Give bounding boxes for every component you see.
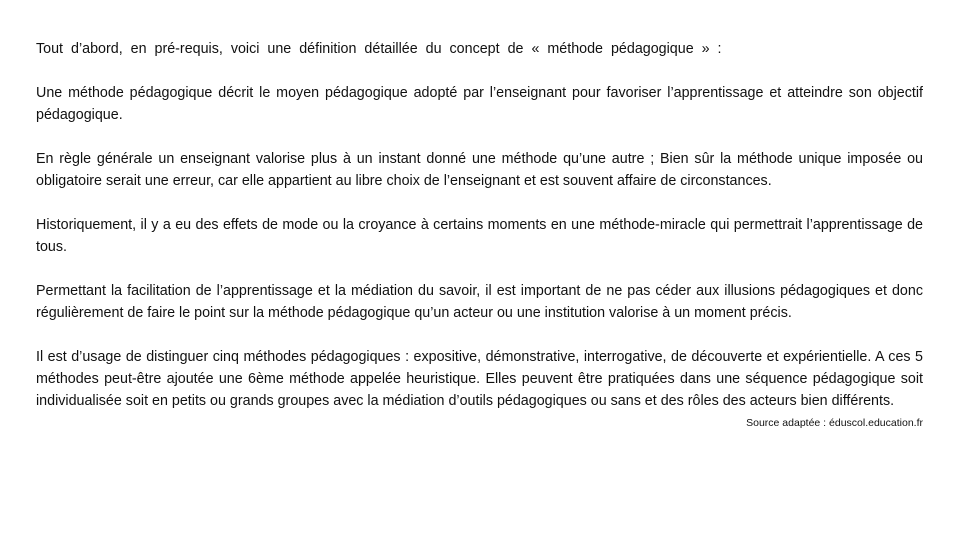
paragraph-history: Historiquement, il y a eu des effets de mode ou la croyance à certains moments en une méthode-miracle qui permettrait l’apprentissage de tous. [36, 217, 923, 255]
paragraph-intro: Tout d’abord, en pré-requis, voici une définition détaillée du concept de « méthode pédagogique » : [36, 41, 722, 57]
source-citation: Source adaptée : éduscol.education.fr [746, 417, 923, 429]
paragraph-facilitation: Permettant la facilitation de l’apprentissage et la médiation du savoir, il est important de ne pas céder aux illusions pédagogiques et donc régulièrement de faire le point sur la méthode pédagogique qu’un acteur ou une institution valorise à un moment précis. [36, 283, 923, 321]
paragraph-five-methods: Il est d’usage de distinguer cinq méthodes pédagogiques : expositive, démonstrative, interrogative, de découverte et expérientielle. A ces 5 méthodes peut-être ajoutée une 6ème méthode appelée heuristique. Elles peuvent être pratiquées dans une séquence pédagogique soit individualisée soit en petits ou grands groupes avec la médiation d’outils pédagogiques ou sans et des rôles des acteurs bien différents. [36, 349, 923, 409]
paragraph-general-rule: En règle générale un enseignant valorise plus à un instant donné une méthode qu’une autre ; Bien sûr la méthode unique imposée ou obligatoire serait une erreur, car elle appartient au libre choix de l’enseignant et est souvent affaire de circonstances. [36, 151, 923, 189]
slide-content [36, 38, 923, 430]
paragraph-definition: Une méthode pédagogique décrit le moyen pédagogique adopté par l’enseignant pour favoriser l’apprentissage et atteindre son objectif pédagogique. [36, 85, 923, 123]
